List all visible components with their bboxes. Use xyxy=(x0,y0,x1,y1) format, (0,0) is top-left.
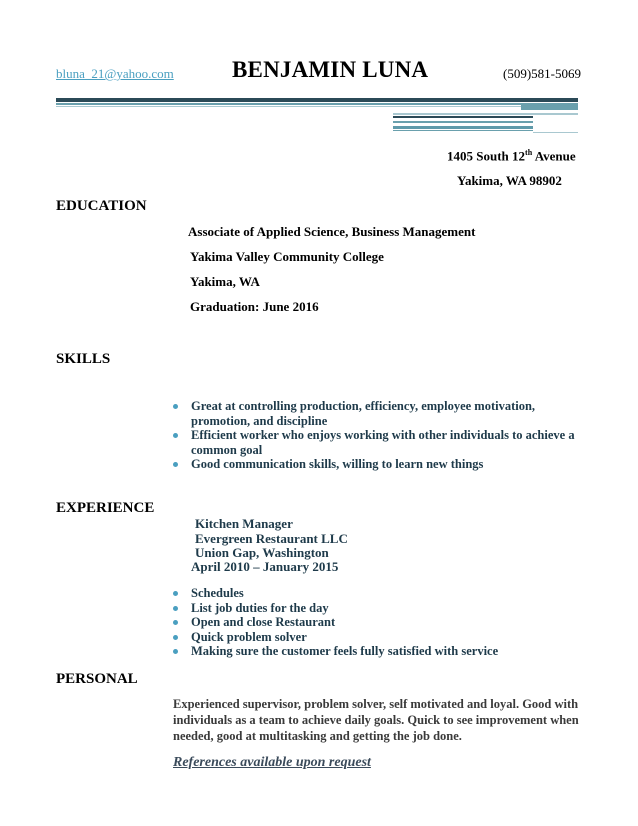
list-item xyxy=(173,630,588,645)
job-dates: April 2010 – January 2015 xyxy=(191,559,339,574)
personal-summary: Experienced supervisor, problem solver, self motivated and loyal. Good with individuals as a team to achieve daily goals. Quick to see improvement when needed, good at multitasking and getting the job done. xyxy=(173,697,579,743)
duties-list xyxy=(173,586,588,659)
education-school: Yakima Valley Community College xyxy=(190,249,384,264)
bullet-icon xyxy=(173,591,178,596)
section-heading-skills: SKILLS xyxy=(56,351,111,367)
street-prefix: 1405 South 12 xyxy=(447,148,526,164)
accent-stripe-3 xyxy=(393,121,533,123)
education-degree: Associate of Applied Science, Business Management xyxy=(188,224,476,239)
duty-text: Quick problem solver xyxy=(191,629,307,644)
bullet-icon xyxy=(173,606,178,611)
section-heading-education: EDUCATION xyxy=(56,198,147,214)
street-sup: th xyxy=(525,148,533,157)
bullet-icon xyxy=(173,620,178,625)
education-location: Yakima, WA xyxy=(190,274,260,289)
references-note: References available upon request xyxy=(173,755,371,770)
email-link[interactable]: bluna_21@yahoo.com xyxy=(56,66,174,81)
duty-text: Making sure the customer feels fully satisfied with service xyxy=(191,644,499,658)
education-graduation: Graduation: June 2016 xyxy=(190,299,319,314)
bullet-icon xyxy=(173,462,178,467)
skills-list xyxy=(173,399,588,472)
bullet-icon xyxy=(173,404,178,409)
bullet-icon xyxy=(173,635,178,640)
list-item xyxy=(173,399,588,428)
duty-text: Open and close Restaurant xyxy=(191,615,336,629)
header-divider-light xyxy=(56,106,521,107)
bullet-icon xyxy=(173,433,178,438)
skill-text: Efficient worker who enjoys working with other individuals to achieve a common goal xyxy=(191,428,575,457)
list-item xyxy=(173,644,588,659)
accent-stripe-5 xyxy=(393,130,533,131)
list-item xyxy=(173,586,588,601)
candidate-name: BENJAMIN LUNA xyxy=(232,57,429,82)
list-item xyxy=(173,601,588,616)
accent-stripe-2 xyxy=(393,116,533,118)
list-item xyxy=(173,457,588,472)
section-heading-personal: PERSONAL xyxy=(56,671,138,687)
address-city: Yakima, WA 98902 xyxy=(457,173,562,188)
street-suffix: Avenue xyxy=(532,148,576,164)
skill-text: Great at controlling production, efficiency, employee motivation, promotion, and discipline xyxy=(191,399,536,428)
accent-stripe-1 xyxy=(393,113,578,115)
job-title: Kitchen Manager xyxy=(195,516,293,531)
bullet-icon xyxy=(173,649,178,654)
header-divider-teal xyxy=(56,103,521,105)
accent-block-right xyxy=(521,103,578,110)
phone-number: (509)581-5069 xyxy=(503,66,581,81)
accent-stripe-4 xyxy=(393,126,533,129)
duty-text: List job duties for the day xyxy=(191,600,329,615)
duty-text: Schedules xyxy=(191,586,244,600)
skill-text: Good communication skills, willing to learn new things xyxy=(191,457,484,471)
accent-stripe-6 xyxy=(533,132,578,133)
section-heading-experience: EXPERIENCE xyxy=(56,500,155,516)
header-divider-dark xyxy=(56,98,578,102)
job-company: Evergreen Restaurant LLC xyxy=(195,531,348,546)
address-street xyxy=(447,148,576,164)
job-location: Union Gap, Washington xyxy=(195,545,329,560)
list-item xyxy=(173,615,588,630)
list-item xyxy=(173,428,588,457)
